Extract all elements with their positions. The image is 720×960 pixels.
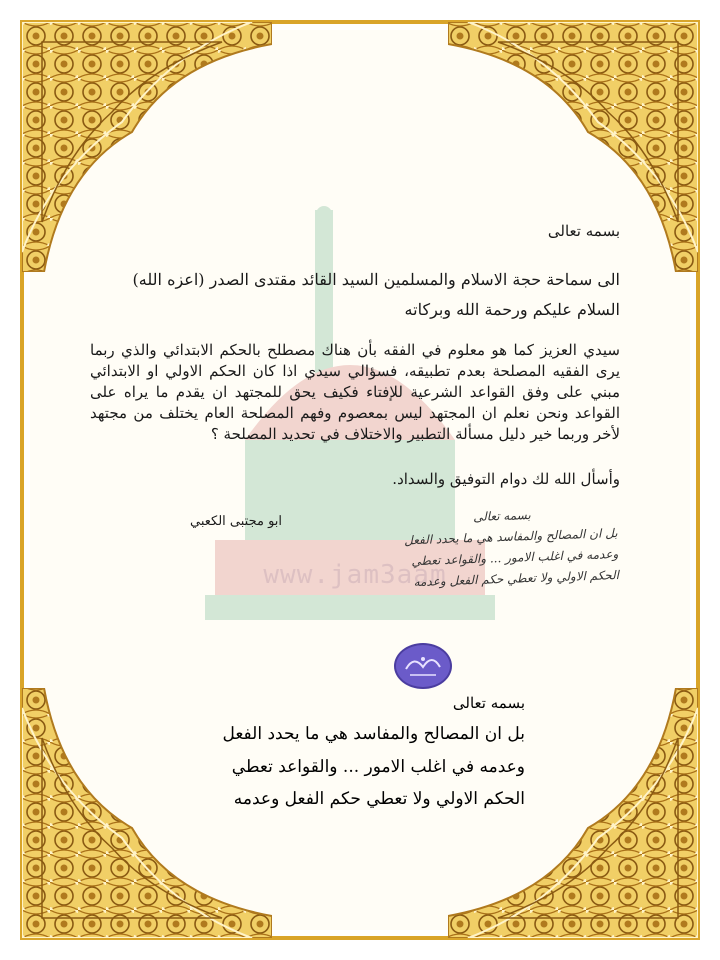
letter-closing: وأسأل الله لك دوام التوفيق والسداد.: [392, 470, 620, 488]
letter-signature: ابو مجتبى الكعبي: [190, 514, 283, 529]
reply-line: الحكم الاولي ولا تعطي حكم الفعل وعدمه: [233, 789, 525, 809]
reply-line: وعدمه في اغلب الامور ... والقواعد تعطي: [231, 757, 525, 777]
letter-invocation: بسمه تعالى: [547, 222, 620, 240]
handwritten-line: الحكم الاولي ولا تعطي حكم الفعل وعدمه: [413, 567, 620, 590]
letter-greeting: السلام عليكم ورحمة الله وبركاته: [404, 300, 620, 319]
watermark-url: www.jam3aam: [263, 560, 447, 590]
office-seal: [394, 643, 452, 689]
reply-heading: بسمه تعالى: [452, 694, 525, 712]
handwritten-line: وعدمه في اغلب الامور ... والقواعد تعطي: [411, 546, 619, 569]
letter-body: سيدي العزيز كما هو معلوم في الفقه بأن هناك مصطلح بالحكم الابتدائي والذي ربما يرى الفقيه المصلحة بعدم تطبيقه، فسؤالي سيدي اذا كان الحكم الاولي او الابتدائي مبني على وفق القواعد الشرعية للإفتاء فكيف يحق للمجتهد ان يقدم ما يراه على القواعد ونحن نعلم ان المجتهد ليس بمعصوم وفهم المصلحة العام يختلف من مجتهد لأخر وربما خير دليل مسألة التطبير والاختلاف في تحديد المصلحة ؟: [90, 341, 620, 443]
handwritten-line: بسمه تعالى: [472, 508, 531, 525]
reply-line: بل ان المصالح والمفاسد هي ما يحدد الفعل: [222, 724, 525, 744]
letter-addressee: الى سماحة حجة الاسلام والمسلمين السيد القائد مقتدى الصدر (اعزه الله): [132, 270, 620, 289]
handwritten-answer: [387, 502, 620, 594]
handwritten-line: بل ان المصالح والمفاسد هي ما يحدد الفعل: [403, 525, 618, 548]
